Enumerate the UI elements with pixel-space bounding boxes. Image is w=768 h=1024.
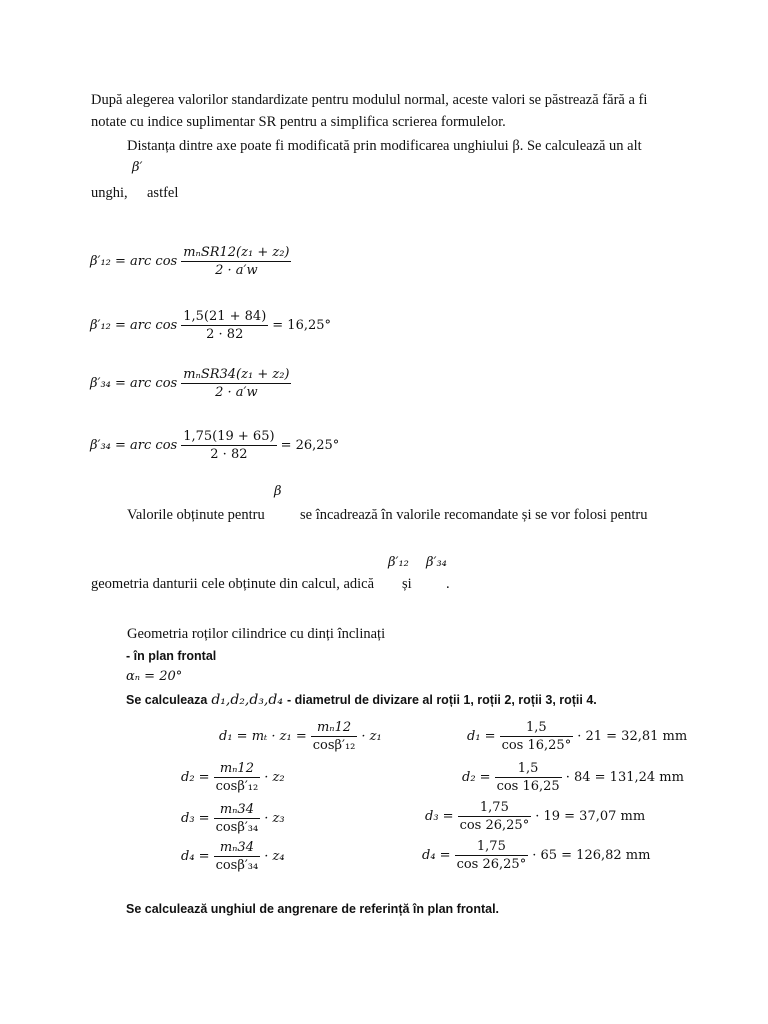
paragraph-3-line-1a: Valorile obținute pentru (127, 507, 265, 523)
equation-lhs: β′₁₂ = arc cos (90, 254, 178, 269)
beta-symbol: β (274, 484, 282, 499)
paragraph-3-line-2b: și (402, 576, 412, 592)
fraction-denominator: 2 · 82 (206, 327, 244, 342)
calc-prefix: Se calculeaza (126, 693, 208, 707)
formula-d1-general (219, 719, 382, 754)
equation-beta34-general (90, 366, 295, 401)
fraction-denominator: cos 16,25° (501, 738, 572, 753)
paragraph-2-line-1: Distanța dintre axe poate fi modificată prin modificarea unghiului β. Se calculează un alt (127, 138, 642, 154)
formula-lhs: d₁ = (467, 729, 496, 744)
formula-rhs: · 84 = 131,24 mm (565, 770, 684, 785)
equation-rhs: = 16,25° (272, 318, 332, 333)
fraction (181, 428, 276, 463)
fraction (181, 244, 291, 279)
fraction-numerator: mₙSR34(z₁ + z₂) (183, 367, 290, 382)
fraction-denominator: cos 26,25° (456, 857, 527, 872)
fraction (311, 719, 358, 754)
fraction (458, 799, 532, 834)
fraction-denominator: 2 · a′w (215, 263, 258, 278)
calc-suffix: - diametrul de divizare al roții 1, roții 2, roții 3, roții 4. (286, 693, 597, 707)
section-subtitle: - în plan frontal (126, 649, 217, 663)
fraction-numerator: 1,5 (495, 760, 562, 778)
fraction-numerator: 1,5(21 + 84) (183, 309, 267, 324)
formula-rhs: · 21 = 32,81 mm (577, 729, 688, 744)
formula-d3-general (181, 801, 285, 836)
formula-rhs: · z₁ (361, 729, 382, 744)
formula-lhs: d₃ = (425, 809, 454, 824)
calc-diameters-line (126, 692, 597, 708)
fraction (181, 366, 291, 401)
formula-d1-value (467, 719, 687, 754)
fraction-denominator: 2 · 82 (210, 447, 248, 462)
equation-beta12-general (90, 244, 295, 279)
paragraph-2-line-2b: astfel (147, 185, 179, 201)
formula-rhs: · z₄ (264, 849, 285, 864)
fraction (214, 760, 261, 795)
formula-d4-value (422, 838, 650, 873)
fraction-numerator: mₙ12 (214, 760, 261, 778)
paragraph-1-line-1: După alegerea valorilor standardizate pentru modulul normal, aceste valori se păstrează fără a fi (91, 92, 648, 108)
fraction-numerator: mₙ34 (214, 839, 261, 857)
fraction (181, 308, 268, 343)
formula-lhs: d₂ = (462, 770, 491, 785)
equation-lhs: β′₃₄ = arc cos (90, 376, 178, 391)
beta12-symbol: β′₁₂ (388, 555, 409, 570)
fraction-numerator: 1,75(19 + 65) (183, 429, 275, 444)
fraction-denominator: cosβ′₁₂ (312, 738, 356, 753)
fraction (214, 839, 261, 874)
fraction-denominator: cosβ′₃₄ (215, 820, 259, 835)
fraction (500, 719, 574, 754)
formula-lhs: d₄ = (181, 849, 210, 864)
equation-lhs: β′₁₂ = arc cos (90, 318, 178, 333)
fraction-numerator: mₙSR12(z₁ + z₂) (183, 245, 290, 260)
fraction-denominator: 2 · a′w (215, 385, 258, 400)
formula-lhs: d₃ = (181, 811, 210, 826)
fraction-denominator: cos 26,25° (459, 818, 530, 833)
beta-prime-symbol: β′ (132, 160, 143, 175)
formula-rhs: · 19 = 37,07 mm (535, 809, 646, 824)
fraction-numerator: 1,75 (455, 838, 529, 856)
formula-d4-general (181, 839, 285, 874)
paragraph-3-line-2c: . (446, 576, 450, 592)
paragraph-1-line-2: notate cu indice suplimentar SR pentru a simplifica scrierea formulelor. (91, 114, 506, 130)
beta34-symbol: β′₃₄ (426, 555, 447, 570)
fraction-denominator: cosβ′₃₄ (215, 858, 259, 873)
formula-d2-general (181, 760, 285, 795)
fraction-numerator: 1,75 (458, 799, 532, 817)
equation-beta12-value (90, 308, 331, 343)
formula-lhs: d₂ = (181, 770, 210, 785)
formula-d2-value (462, 760, 684, 795)
alpha-normal: αₙ = 20° (126, 669, 183, 684)
formula-d3-value (425, 799, 645, 834)
fraction (455, 838, 529, 873)
fraction (495, 760, 562, 795)
fraction-numerator: 1,5 (500, 719, 574, 737)
paragraph-3-line-2a: geometria danturii cele obținute din calcul, adică (91, 576, 375, 592)
formula-lhs: d₄ = (422, 848, 451, 863)
equation-beta34-value (90, 428, 339, 463)
equation-rhs: = 26,25° (280, 438, 340, 453)
formula-lhs: d₁ = mₜ · z₁ = (219, 729, 307, 744)
section-title: Geometria roților cilindrice cu dinți înclinați (127, 626, 386, 642)
paragraph-2-line-2a: unghi, (91, 185, 128, 201)
fraction (214, 801, 261, 836)
formula-rhs: · 65 = 126,82 mm (532, 848, 651, 863)
fraction-numerator: mₙ12 (311, 719, 358, 737)
calc-vars: d₁,d₂,d₃,d₄ (211, 692, 283, 708)
paragraph-3-line-1b: se încadrează în valorile recomandate și se vor folosi pentru (300, 507, 648, 523)
fraction-denominator: cosβ′₁₂ (215, 779, 259, 794)
fraction-denominator: cos 16,25 (496, 779, 560, 794)
footer-heading: Se calculează unghiul de angrenare de referință în plan frontal. (126, 902, 500, 916)
formula-rhs: · z₃ (264, 811, 285, 826)
formula-rhs: · z₂ (264, 770, 285, 785)
fraction-numerator: mₙ34 (214, 801, 261, 819)
equation-lhs: β′₃₄ = arc cos (90, 438, 178, 453)
